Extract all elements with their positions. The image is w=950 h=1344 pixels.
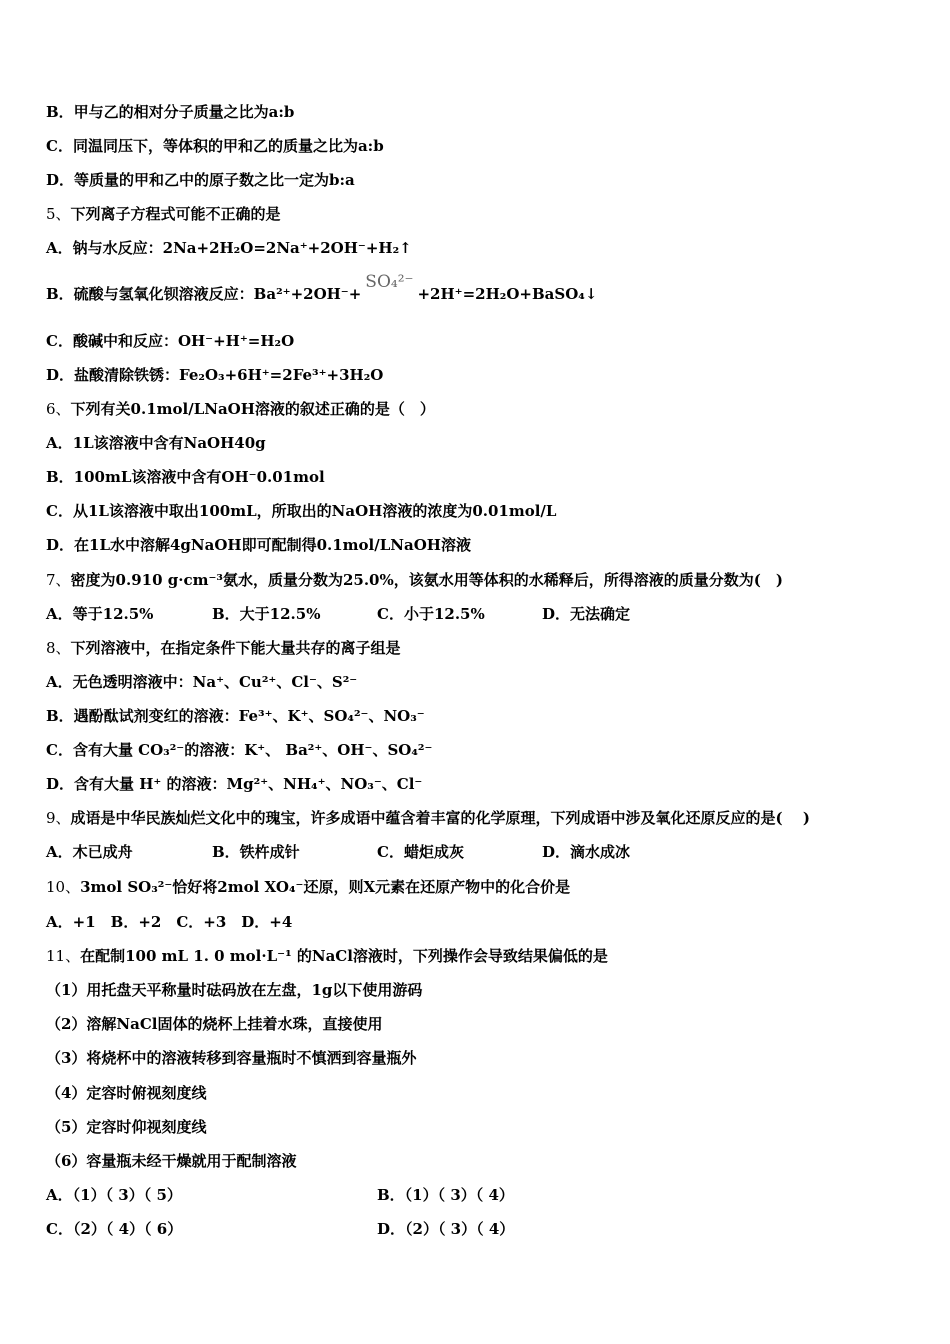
q6-option-b: B．100mL该溶液中含有OH⁻0.01mol — [46, 468, 325, 486]
q8-option-a: A．无色透明溶液中：Na⁺、Cu²⁺、Cl⁻、S²⁻ — [46, 673, 358, 691]
q5-option-b — [46, 272, 598, 304]
q8-option-d: D．含有大量 H⁺ 的溶液：Mg²⁺、NH₄⁺、NO₃⁻、Cl⁻ — [46, 775, 423, 793]
q5-option-a: A．钠与水反应：2Na+2H₂O=2Na⁺+2OH⁻+H₂↑ — [46, 239, 412, 257]
q11-option-a: A．（1）（ 3）（ 5） — [46, 1186, 182, 1204]
q7-option-d: D．无法确定 — [542, 605, 631, 623]
q5-stem — [46, 204, 281, 224]
question-text: 成语是中华民族灿烂文化中的瑰宝，许多成语中蕴含着丰富的化学原理，下列成语中涉及氧化还原反应的是( ) — [70, 809, 810, 827]
q6-option-c: C．从1L该溶液中取出100mL，所取出的NaOH溶液的浓度为0.01mol/L — [46, 502, 557, 520]
q11-option-c: C．（2）（ 4）（ 6） — [46, 1220, 183, 1238]
q6-option-d: D．在1L水中溶解4gNaOH即可配制得0.1mol/LNaOH溶液 — [46, 536, 471, 554]
question-number: 9、 — [46, 809, 71, 827]
q11-stem — [46, 946, 608, 966]
q4-option-d: D．等质量的甲和乙中的原子数之比一定为b:a — [46, 171, 355, 189]
q9-option-a: A．木已成舟 — [46, 843, 133, 861]
question-text: 3mol SO₃²⁻恰好将2mol XO₄⁻还原，则X元素在还原产物中的化合价是 — [80, 878, 571, 896]
question-number: 8、 — [46, 639, 71, 657]
q8-stem — [46, 638, 401, 658]
question-text: 下列溶液中，在指定条件下能大量共存的离子组是 — [70, 639, 401, 657]
q7-stem — [46, 570, 783, 590]
q10-stem — [46, 877, 570, 897]
q9-option-d: D．滴水成冰 — [542, 843, 631, 861]
sulfate-ion: SO₄²⁻ — [365, 272, 414, 292]
q10-options: A．+1 B．+2 C．+3 D．+4 — [46, 913, 293, 931]
q7-option-c: C．小于12.5% — [377, 605, 485, 623]
q11-item-4: （4）定容时俯视刻度线 — [46, 1084, 207, 1102]
option-text: +2H⁺=2H₂O+BaSO₄↓ — [417, 285, 598, 303]
q8-option-b: B．遇酚酞试剂变红的溶液：Fe³⁺、K⁺、SO₄²⁻、NO₃⁻ — [46, 707, 425, 725]
question-number: 11、 — [46, 947, 81, 965]
q9-stem — [46, 808, 810, 828]
q4-option-b: B．甲与乙的相对分子质量之比为a:b — [46, 103, 295, 121]
q9-option-c: C．蜡炬成灰 — [377, 843, 464, 861]
question-text: 下列有关0.1mol/LNaOH溶液的叙述正确的是（ ） — [70, 400, 435, 418]
q7-option-a: A．等于12.5% — [46, 605, 154, 623]
q5-option-c: C．酸碱中和反应：OH⁻+H⁺=H₂O — [46, 332, 295, 350]
q11-item-3: （3）将烧杯中的溶液转移到容量瓶时不慎洒到容量瓶外 — [46, 1049, 417, 1067]
q11-item-6: （6）容量瓶未经干燥就用于配制溶液 — [46, 1152, 297, 1170]
q7-option-b: B．大于12.5% — [212, 605, 321, 623]
q11-option-d: D．（2）（ 3）（ 4） — [377, 1220, 515, 1238]
question-number: 6、 — [46, 400, 71, 418]
question-number: 5、 — [46, 205, 71, 223]
question-text: 密度为0.910 g·cm⁻³氨水，质量分数为25.0%，该氨水用等体积的水稀释后，所得溶液的质量分数为( ) — [70, 571, 783, 589]
question-number: 7、 — [46, 571, 71, 589]
question-number: 10、 — [46, 878, 81, 896]
q4-option-c: C．同温同压下，等体积的甲和乙的质量之比为a:b — [46, 137, 384, 155]
q8-option-c: C．含有大量 CO₃²⁻的溶液：K⁺、 Ba²⁺、OH⁻、SO₄²⁻ — [46, 741, 433, 759]
question-text: 在配制100 mL 1. 0 mol·L⁻¹ 的NaCl溶液时，下列操作会导致结果偏低的是 — [80, 947, 608, 965]
q6-option-a: A．1L该溶液中含有NaOH40g — [46, 434, 266, 452]
q11-item-5: （5）定容时仰视刻度线 — [46, 1118, 207, 1136]
q6-stem — [46, 399, 435, 419]
q11-item-1: （1）用托盘天平称量时砝码放在左盘，1g以下使用游码 — [46, 981, 423, 999]
q9-option-b: B．铁杵成针 — [212, 843, 300, 861]
q11-option-b: B．（1）（ 3）（ 4） — [377, 1186, 514, 1204]
option-text: B．硫酸与氢氧化钡溶液反应：Ba²⁺+2OH⁻+ — [46, 285, 362, 303]
q5-option-d: D．盐酸清除铁锈：Fe₂O₃+6H⁺=2Fe³⁺+3H₂O — [46, 366, 384, 384]
question-text: 下列离子方程式可能不正确的是 — [70, 205, 281, 223]
q11-item-2: （2）溶解NaCl固体的烧杯上挂着水珠，直接使用 — [46, 1015, 383, 1033]
